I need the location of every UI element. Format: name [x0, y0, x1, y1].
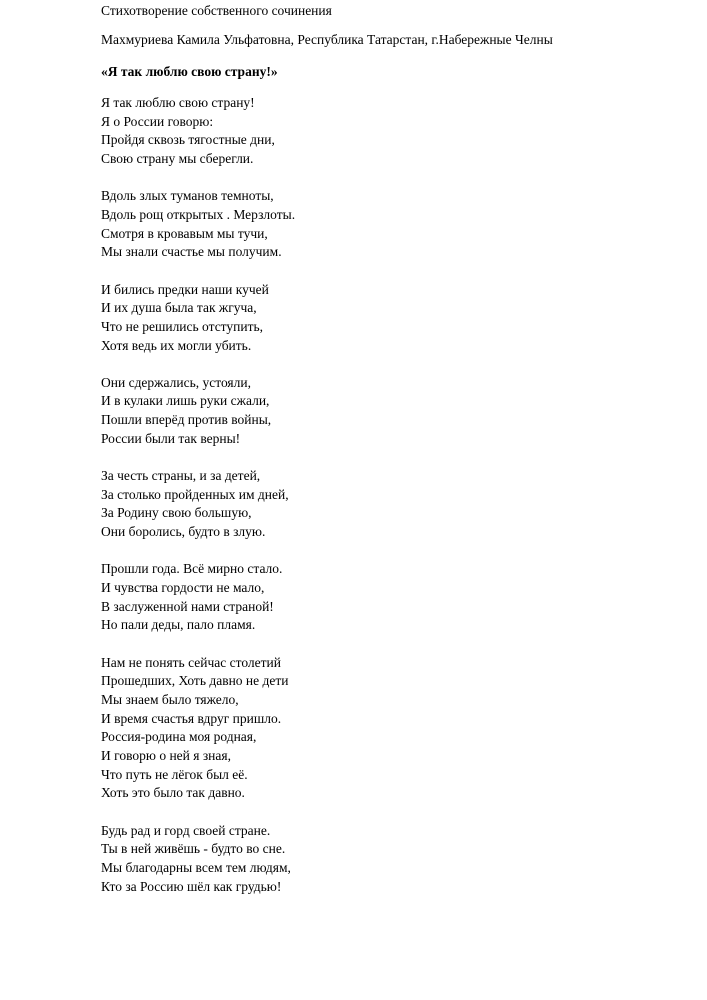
- poem-line: Вдоль рощ открытых . Мерзлоты.: [101, 206, 296, 222]
- poem-line: России были так верны!: [101, 430, 241, 446]
- stanza: [101, 187, 295, 262]
- stanza: [101, 654, 295, 804]
- stanza: [101, 822, 295, 897]
- stanza: [101, 467, 295, 542]
- poem-line: За честь страны, и за детей,: [101, 468, 261, 483]
- poem-line: Ты в ней живёшь - будто во сне.: [101, 841, 286, 857]
- poem-line: Они сдержались, устояли,: [101, 374, 251, 390]
- poem-line: Пройдя сквозь тягостные дни,: [101, 132, 275, 148]
- poem-line: Смотря в кровавым мы тучи,: [101, 225, 268, 241]
- poem-line: И бились предки наши кучей: [101, 281, 269, 297]
- poem-line: В заслуженной нами страной!: [101, 598, 274, 614]
- poem-line: Прошли года. Всё мирно стало.: [101, 561, 283, 577]
- poem-line: И говорю о ней я зная,: [101, 747, 231, 763]
- stanza: [101, 94, 295, 169]
- poem-line: Что путь не лёгок был её.: [101, 766, 248, 782]
- author-line: Махмуриева Камила Ульфатовна, Республика Татарстан, г.Набережные Челны: [101, 32, 553, 47]
- poem-line: Мы благодарны всем тем людям,: [101, 859, 291, 875]
- poem-line: Мы знаем было тяжело,: [101, 691, 239, 707]
- stanza: [101, 374, 295, 449]
- poem-line: Но пали деды, пало пламя.: [101, 617, 256, 633]
- poem-title: «Я так люблю свою страну!»: [101, 64, 278, 79]
- poem-line: Будь рад и горд своей стране.: [101, 822, 271, 838]
- poem-line: Пошли вперёд против войны,: [101, 412, 272, 428]
- poem-line: Кто за Россию шёл как грудью!: [101, 878, 282, 894]
- poem-line: Я о России говорю:: [101, 113, 214, 129]
- poem-line: И их душа была так жгуча,: [101, 300, 257, 316]
- poem-line: За столько пройденных им дней,: [101, 486, 289, 502]
- stanza: [101, 560, 295, 635]
- poem-body: [101, 94, 295, 915]
- poem-line: Мы знали счастье мы получим.: [101, 244, 282, 260]
- poem-line: Я так люблю свою страну!: [101, 95, 255, 110]
- poem-line: Нам не понять сейчас столетий: [101, 654, 281, 670]
- poem-line: И время счастья вдруг пришло.: [101, 710, 282, 726]
- poem-line: Что не решились отступить,: [101, 318, 264, 334]
- document-subtitle: Стихотворение собственного сочинения: [101, 3, 332, 18]
- poem-line: Свою страну мы сберегли.: [101, 151, 254, 167]
- poem-line: И в кулаки лишь руки сжали,: [101, 393, 270, 409]
- poem-line: Вдоль злых туманов темноты,: [101, 188, 274, 204]
- poem-line: Россия-родина моя родная,: [101, 729, 257, 745]
- poem-line: Они боролись, будто в злую.: [101, 524, 266, 540]
- poem-line: Прошедших, Хоть давно не дети: [101, 673, 289, 689]
- poem-line: Хоть это было так давно.: [101, 785, 245, 801]
- stanza: [101, 281, 295, 356]
- poem-line: Хотя ведь их могли убить.: [101, 337, 252, 353]
- poem-line: За Родину свою большую,: [101, 505, 252, 521]
- poem-line: И чувства гордости не мало,: [101, 579, 265, 595]
